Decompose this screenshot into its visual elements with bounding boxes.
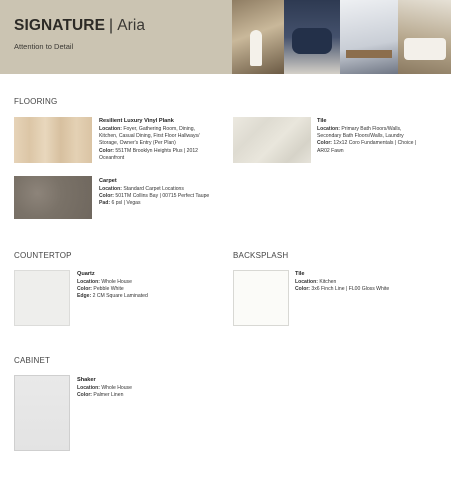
lvp-location-1: Foyer, Gathering Room, Dining, — [123, 126, 195, 132]
item-lvp-details — [99, 126, 200, 162]
item-quartz-details — [77, 279, 148, 301]
tagline: Attention to Detail — [14, 42, 74, 51]
swatch-tile-floor — [233, 117, 311, 163]
label-location: Location: — [317, 126, 340, 132]
label-color: Color: — [77, 286, 92, 293]
title-separator: | — [109, 17, 114, 34]
tile-floor-location-1: Primary Bath Floors/Walls, — [341, 126, 402, 132]
tile-floor-location-2: Secondary Bath Floors/Walls, Laundry — [317, 133, 404, 140]
quartz-edge: 2 CM Square Laminated — [92, 293, 148, 300]
lvp-color-2: Oceanfront — [99, 154, 125, 161]
carpet-pad: 6 psl | Vegas — [111, 200, 141, 207]
pillow-shape — [292, 28, 332, 54]
item-quartz-name: Quartz — [77, 271, 95, 277]
swatch-backsplash-tile — [233, 270, 289, 326]
label-color: Color: — [99, 147, 114, 154]
shaker-color: Palmer Linen — [93, 392, 124, 399]
swatch-quartz — [14, 270, 70, 326]
lvp-color-1: 551TM Brooklyn Heights Plus | 2012 — [115, 147, 199, 154]
section-flooring: FLOORING — [14, 97, 58, 106]
lvp-location-3: Storage, Owner's Entry (Per Plan) — [99, 140, 176, 147]
label-edge: Edge: — [77, 293, 92, 300]
section-backsplash: BACKSPLASH — [233, 251, 289, 260]
interior-photo-4 — [398, 0, 451, 74]
sofa-shape — [404, 38, 446, 60]
quartz-location: Whole House — [101, 279, 132, 285]
section-countertop: COUNTERTOP — [14, 251, 72, 260]
title-sub: Aria — [117, 17, 146, 34]
item-shaker-details — [77, 385, 132, 399]
label-pad: Pad: — [99, 200, 111, 207]
item-tile-floor-details — [317, 126, 416, 155]
interior-photo-3 — [340, 0, 398, 74]
title-bold: SIGNATURE — [14, 17, 106, 34]
shaker-location: Whole House — [101, 385, 132, 391]
vase-shape — [250, 30, 262, 66]
label-location: Location: — [295, 279, 318, 285]
swatch-carpet — [14, 176, 92, 219]
section-cabinet: CABINET — [14, 356, 51, 365]
item-carpet-name: Carpet — [99, 178, 117, 184]
label-location: Location: — [77, 385, 100, 391]
carpet-color: 501TM Collins Bay | 00715 Perfect Taupe — [115, 193, 210, 200]
table-shape — [346, 50, 392, 58]
label-location: Location: — [99, 186, 122, 192]
item-carpet-details — [99, 186, 209, 208]
interior-photo-1 — [232, 0, 284, 74]
page-title — [14, 17, 145, 35]
header — [0, 0, 451, 74]
swatch-shaker — [14, 375, 70, 451]
carpet-location: Standard Carpet Locations — [123, 186, 184, 192]
backsplash-color: 3x6 Finch Line | FL00 Gloss White — [311, 286, 390, 293]
label-location: Location: — [99, 126, 122, 132]
label-color: Color: — [295, 286, 310, 293]
item-backsplash-details — [295, 279, 389, 293]
label-color: Color: — [99, 193, 114, 200]
label-location: Location: — [77, 279, 100, 285]
label-color: Color: — [77, 392, 92, 399]
quartz-color: Pebble White — [93, 286, 124, 293]
item-backsplash-name: Tile — [295, 271, 305, 277]
swatch-lvp — [14, 117, 92, 163]
label-color: Color: — [317, 140, 332, 147]
interior-photo-2 — [284, 0, 340, 74]
item-tile-floor-name: Tile — [317, 118, 327, 124]
lvp-location-2: Kitchen, Casual Dining, First Floor Hallways/ — [99, 133, 200, 140]
item-shaker-name: Shaker — [77, 377, 96, 383]
item-lvp-name: Resilient Luxury Vinyl Plank — [99, 118, 174, 124]
tile-floor-color-2: AR02 Fawn — [317, 147, 344, 154]
tile-floor-color-1: 12x12 Coro Fundamentals | Choice | — [333, 140, 417, 147]
backsplash-location: Kitchen — [319, 279, 337, 285]
brand-panel — [0, 0, 232, 74]
